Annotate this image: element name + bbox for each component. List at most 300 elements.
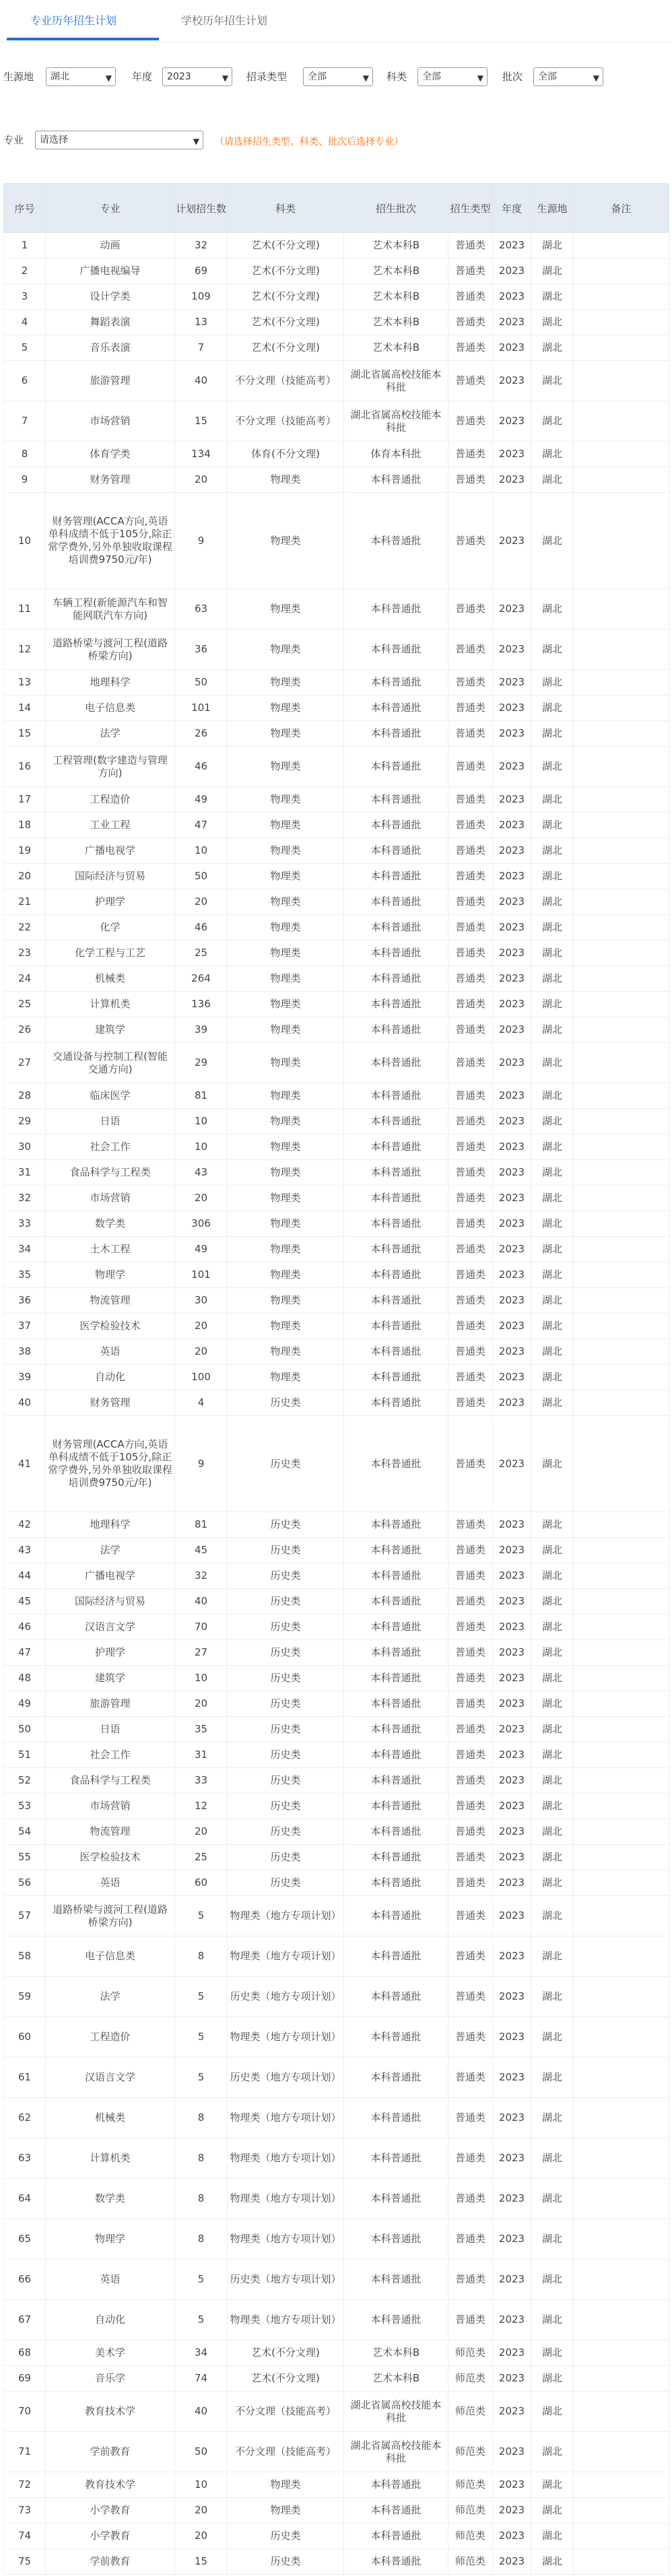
cell-major: 日语	[46, 1717, 175, 1742]
cell-plan-count: 20	[175, 1691, 228, 1717]
cell-type: 普通类	[448, 1870, 493, 1896]
tab-school-plan[interactable]: 学校历年招生计划	[181, 14, 268, 27]
subject-select[interactable]: 全部 ▼	[417, 67, 488, 86]
cell-source: 湖北	[531, 1083, 574, 1109]
cell-index: 25	[4, 992, 46, 1017]
cell-index: 22	[4, 915, 46, 941]
cell-plan-count: 15	[175, 2549, 228, 2575]
type-label: 招录类型	[246, 71, 288, 83]
cell-subject: 物理类	[228, 1109, 344, 1134]
cell-batch: 本科普通批	[344, 630, 448, 670]
cell-index: 9	[4, 467, 46, 493]
cell-type: 普通类	[448, 1666, 493, 1691]
table-row	[4, 1339, 669, 1365]
cell-subject: 历史类	[228, 1819, 344, 1845]
cell-plan-count: 63	[175, 589, 228, 630]
table-row	[4, 1083, 669, 1109]
cell-plan-count: 45	[175, 1538, 228, 1563]
chevron-down-icon: ▼	[593, 73, 599, 83]
cell-major: 护理学	[46, 1640, 175, 1666]
cell-remark	[574, 2549, 669, 2575]
cell-type: 普通类	[448, 1109, 493, 1134]
table-row	[4, 2179, 669, 2219]
cell-type: 普通类	[448, 1339, 493, 1365]
cell-source: 湖北	[531, 2300, 574, 2340]
cell-major: 小学教育	[46, 2523, 175, 2549]
cell-year: 2023	[493, 889, 531, 915]
cell-major: 交通设备与控制工程(智能交通方向)	[46, 1043, 175, 1083]
table-row	[4, 1742, 669, 1768]
header-type: 招生类型	[448, 184, 493, 233]
cell-index: 8	[4, 442, 46, 467]
table-row	[4, 1365, 669, 1390]
cell-remark	[574, 966, 669, 992]
tab-major-plan[interactable]: 专业历年招生计划	[30, 14, 117, 27]
cell-type: 普通类	[448, 1819, 493, 1845]
cell-index: 12	[4, 630, 46, 670]
cell-year: 2023	[493, 1017, 531, 1043]
table-row	[4, 493, 669, 589]
cell-type: 普通类	[448, 1314, 493, 1339]
cell-source: 湖北	[531, 1640, 574, 1666]
table-row	[4, 1017, 669, 1043]
cell-batch: 本科普通批	[344, 813, 448, 838]
cell-remark	[574, 1589, 669, 1615]
cell-major: 市场营销	[46, 1794, 175, 1819]
type-select[interactable]: 全部 ▼	[303, 67, 373, 86]
cell-source: 湖北	[531, 721, 574, 747]
cell-source: 湖北	[531, 992, 574, 1017]
cell-batch: 本科普通批	[344, 589, 448, 630]
cell-source: 湖北	[531, 2017, 574, 2058]
cell-type: 普通类	[448, 1845, 493, 1870]
cell-plan-count: 32	[175, 1563, 228, 1589]
cell-batch: 本科普通批	[344, 670, 448, 696]
cell-source: 湖北	[531, 813, 574, 838]
table-row	[4, 1717, 669, 1742]
cell-remark	[574, 670, 669, 696]
cell-source: 湖北	[531, 1160, 574, 1186]
cell-source: 湖北	[531, 589, 574, 630]
table-row	[4, 1160, 669, 1186]
cell-plan-count: 34	[175, 2340, 228, 2366]
cell-subject: 物理类	[228, 966, 344, 992]
cell-plan-count: 5	[175, 2260, 228, 2300]
cell-year: 2023	[493, 2300, 531, 2340]
cell-batch: 本科普通批	[344, 1717, 448, 1742]
cell-plan-count: 134	[175, 442, 228, 467]
table-header-row	[4, 184, 669, 233]
cell-subject: 物理类	[228, 838, 344, 864]
cell-plan-count: 27	[175, 1640, 228, 1666]
cell-subject: 物理类（地方专项计划）	[228, 2138, 344, 2179]
cell-type: 普通类	[448, 1563, 493, 1589]
cell-batch: 本科普通批	[344, 1512, 448, 1538]
cell-source: 湖北	[531, 1768, 574, 1794]
cell-major: 地理科学	[46, 670, 175, 696]
cell-type: 普通类	[448, 1717, 493, 1742]
cell-year: 2023	[493, 747, 531, 787]
cell-index: 72	[4, 2472, 46, 2498]
cell-subject: 历史类	[228, 1390, 344, 1416]
cell-source: 湖北	[531, 442, 574, 467]
cell-subject: 历史类	[228, 1768, 344, 1794]
cell-source: 湖北	[531, 335, 574, 361]
table-row	[4, 589, 669, 630]
cell-index: 31	[4, 1160, 46, 1186]
cell-remark	[574, 1134, 669, 1160]
cell-type: 普通类	[448, 361, 493, 401]
cell-subject: 历史类	[228, 1717, 344, 1742]
cell-subject: 物理类	[228, 813, 344, 838]
cell-year: 2023	[493, 442, 531, 467]
table-row	[4, 2366, 669, 2392]
cell-batch: 本科普通批	[344, 696, 448, 721]
cell-remark	[574, 721, 669, 747]
cell-major: 道路桥梁与渡河工程(道路桥梁方向)	[46, 630, 175, 670]
cell-year: 2023	[493, 1365, 531, 1390]
table-row	[4, 259, 669, 284]
cell-major: 教育技术学	[46, 2472, 175, 2498]
cell-index: 54	[4, 1819, 46, 1845]
table-row	[4, 915, 669, 941]
table-row	[4, 2017, 669, 2058]
cell-batch: 本科普通批	[344, 992, 448, 1017]
cell-major: 汉语言文学	[46, 2058, 175, 2098]
cell-plan-count: 10	[175, 2472, 228, 2498]
source-select[interactable]: 湖北 ▼	[46, 67, 116, 86]
cell-year: 2023	[493, 1390, 531, 1416]
cell-index: 38	[4, 1339, 46, 1365]
table-row	[4, 941, 669, 966]
table-row	[4, 670, 669, 696]
cell-index: 21	[4, 889, 46, 915]
cell-year: 2023	[493, 310, 531, 335]
cell-plan-count: 32	[175, 233, 228, 259]
cell-year: 2023	[493, 2366, 531, 2392]
table-row	[4, 2219, 669, 2260]
cell-batch: 艺术本科B	[344, 310, 448, 335]
cell-source: 湖北	[531, 1819, 574, 1845]
cell-source: 湖北	[531, 966, 574, 992]
cell-type: 普通类	[448, 1390, 493, 1416]
cell-year: 2023	[493, 493, 531, 589]
cell-year: 2023	[493, 992, 531, 1017]
year-select[interactable]: 2023 ▼	[162, 67, 232, 86]
cell-subject: 物理类	[228, 992, 344, 1017]
cell-index: 18	[4, 813, 46, 838]
cell-remark	[574, 1666, 669, 1691]
table-row	[4, 1262, 669, 1288]
cell-major: 音乐表演	[46, 335, 175, 361]
cell-major: 自动化	[46, 1365, 175, 1390]
cell-type: 普通类	[448, 670, 493, 696]
cell-source: 湖北	[531, 2498, 574, 2523]
cell-year: 2023	[493, 630, 531, 670]
cell-subject: 物理类	[228, 1211, 344, 1237]
cell-year: 2023	[493, 2549, 531, 2575]
cell-year: 2023	[493, 1691, 531, 1717]
cell-year: 2023	[493, 2340, 531, 2366]
table-row	[4, 1845, 669, 1870]
cell-remark	[574, 1262, 669, 1288]
cell-subject: 历史类	[228, 1870, 344, 1896]
cell-index: 69	[4, 2366, 46, 2392]
table-row	[4, 1288, 669, 1314]
cell-major: 市场营销	[46, 1186, 175, 1211]
cell-type: 普通类	[448, 1640, 493, 1666]
cell-major: 英语	[46, 2260, 175, 2300]
cell-year: 2023	[493, 838, 531, 864]
cell-type: 普通类	[448, 2098, 493, 2138]
cell-batch: 本科普通批	[344, 1211, 448, 1237]
cell-subject: 不分文理（技能高考）	[228, 401, 344, 442]
cell-type: 普通类	[448, 442, 493, 467]
cell-subject: 不分文理（技能高考）	[228, 2392, 344, 2432]
cell-source: 湖北	[531, 1896, 574, 1936]
table-row	[4, 1512, 669, 1538]
cell-year: 2023	[493, 1640, 531, 1666]
header-source: 生源地	[531, 184, 574, 233]
cell-subject: 物理类	[228, 1083, 344, 1109]
cell-year: 2023	[493, 2058, 531, 2098]
cell-index: 14	[4, 696, 46, 721]
cell-subject: 艺术(不分文理)	[228, 310, 344, 335]
cell-type: 普通类	[448, 1589, 493, 1615]
cell-major: 日语	[46, 1109, 175, 1134]
cell-index: 13	[4, 670, 46, 696]
cell-plan-count: 13	[175, 310, 228, 335]
cell-source: 湖北	[531, 2472, 574, 2498]
cell-batch: 本科普通批	[344, 1936, 448, 1977]
cell-year: 2023	[493, 1563, 531, 1589]
cell-batch: 本科普通批	[344, 1589, 448, 1615]
table-row	[4, 889, 669, 915]
cell-index: 59	[4, 1977, 46, 2017]
table-row	[4, 1314, 669, 1339]
cell-source: 湖北	[531, 1538, 574, 1563]
cell-source: 湖北	[531, 1845, 574, 1870]
cell-source: 湖北	[531, 1390, 574, 1416]
cell-plan-count: 20	[175, 1314, 228, 1339]
cell-type: 普通类	[448, 1288, 493, 1314]
cell-remark	[574, 2472, 669, 2498]
cell-major: 食品科学与工程类	[46, 1768, 175, 1794]
cell-remark	[574, 442, 669, 467]
cell-batch: 本科普通批	[344, 2549, 448, 2575]
cell-major: 法学	[46, 721, 175, 747]
cell-type: 师范类	[448, 2472, 493, 2498]
cell-remark	[574, 2340, 669, 2366]
header-year: 年度	[493, 184, 531, 233]
table-row	[4, 787, 669, 813]
cell-major: 物流管理	[46, 1819, 175, 1845]
cell-batch: 湖北省属高校技能本科批	[344, 401, 448, 442]
cell-subject: 物理类（地方专项计划）	[228, 1896, 344, 1936]
cell-type: 普通类	[448, 1043, 493, 1083]
cell-index: 57	[4, 1896, 46, 1936]
cell-subject: 历史类	[228, 1691, 344, 1717]
cell-batch: 艺术本科B	[344, 233, 448, 259]
cell-batch: 本科普通批	[344, 1390, 448, 1416]
cell-major: 护理学	[46, 889, 175, 915]
cell-subject: 艺术(不分文理)	[228, 259, 344, 284]
cell-plan-count: 109	[175, 284, 228, 310]
cell-major: 市场营销	[46, 401, 175, 442]
cell-source: 湖北	[531, 1563, 574, 1589]
cell-remark	[574, 1819, 669, 1845]
cell-year: 2023	[493, 1083, 531, 1109]
cell-index: 11	[4, 589, 46, 630]
cell-source: 湖北	[531, 1314, 574, 1339]
cell-source: 湖北	[531, 1794, 574, 1819]
cell-source: 湖北	[531, 1936, 574, 1977]
cell-plan-count: 81	[175, 1083, 228, 1109]
cell-batch: 本科普通批	[344, 915, 448, 941]
cell-major: 英语	[46, 1870, 175, 1896]
cell-index: 41	[4, 1416, 46, 1512]
table-row	[4, 1977, 669, 2017]
cell-source: 湖北	[531, 2549, 574, 2575]
cell-index: 62	[4, 2098, 46, 2138]
cell-type: 普通类	[448, 1211, 493, 1237]
cell-index: 10	[4, 493, 46, 589]
cell-remark	[574, 259, 669, 284]
cell-index: 73	[4, 2498, 46, 2523]
cell-remark	[574, 838, 669, 864]
cell-batch: 本科普通批	[344, 1538, 448, 1563]
table-row	[4, 2498, 669, 2523]
cell-plan-count: 49	[175, 787, 228, 813]
cell-major: 教育技术学	[46, 2392, 175, 2432]
cell-type: 师范类	[448, 2366, 493, 2392]
cell-remark	[574, 2260, 669, 2300]
cell-index: 60	[4, 2017, 46, 2058]
cell-subject: 物理类（地方专项计划）	[228, 2017, 344, 2058]
cell-subject: 物理类	[228, 1262, 344, 1288]
header-remark: 备注	[574, 184, 669, 233]
table-row	[4, 1211, 669, 1237]
cell-index: 64	[4, 2179, 46, 2219]
cell-type: 普通类	[448, 2138, 493, 2179]
cell-year: 2023	[493, 2498, 531, 2523]
cell-major: 国际经济与贸易	[46, 1589, 175, 1615]
cell-index: 28	[4, 1083, 46, 1109]
cell-year: 2023	[493, 1819, 531, 1845]
cell-major: 数学类	[46, 1211, 175, 1237]
cell-plan-count: 8	[175, 2179, 228, 2219]
cell-batch: 本科普通批	[344, 1691, 448, 1717]
cell-type: 普通类	[448, 1186, 493, 1211]
cell-index: 75	[4, 2549, 46, 2575]
cell-remark	[574, 1691, 669, 1717]
cell-type: 普通类	[448, 864, 493, 889]
cell-remark	[574, 915, 669, 941]
cell-subject: 物理类（地方专项计划）	[228, 2098, 344, 2138]
cell-batch: 本科普通批	[344, 1109, 448, 1134]
cell-plan-count: 40	[175, 1589, 228, 1615]
cell-plan-count: 49	[175, 1237, 228, 1262]
cell-remark	[574, 813, 669, 838]
cell-plan-count: 5	[175, 1977, 228, 2017]
cell-batch: 本科普通批	[344, 1896, 448, 1936]
cell-major: 音乐学	[46, 2366, 175, 2392]
cell-subject: 物理类	[228, 889, 344, 915]
cell-year: 2023	[493, 2098, 531, 2138]
cell-batch: 本科普通批	[344, 1615, 448, 1640]
cell-index: 40	[4, 1390, 46, 1416]
batch-select[interactable]: 全部 ▼	[533, 67, 603, 86]
cell-type: 普通类	[448, 589, 493, 630]
cell-major: 建筑学	[46, 1017, 175, 1043]
cell-year: 2023	[493, 1589, 531, 1615]
cell-batch: 本科普通批	[344, 838, 448, 864]
cell-index: 37	[4, 1314, 46, 1339]
cell-subject: 物理类	[228, 630, 344, 670]
cell-remark	[574, 889, 669, 915]
cell-batch: 本科普通批	[344, 941, 448, 966]
cell-remark	[574, 630, 669, 670]
cell-source: 湖北	[531, 2138, 574, 2179]
table-row	[4, 838, 669, 864]
cell-year: 2023	[493, 721, 531, 747]
cell-index: 53	[4, 1794, 46, 1819]
chevron-down-icon: ▼	[222, 73, 228, 83]
cell-remark	[574, 787, 669, 813]
cell-remark	[574, 284, 669, 310]
cell-source: 湖北	[531, 864, 574, 889]
table-row	[4, 1589, 669, 1615]
cell-source: 湖北	[531, 2260, 574, 2300]
cell-remark	[574, 1717, 669, 1742]
cell-subject: 历史类	[228, 1538, 344, 1563]
chevron-down-icon: ▼	[105, 73, 112, 83]
cell-year: 2023	[493, 787, 531, 813]
cell-remark	[574, 1339, 669, 1365]
cell-source: 湖北	[531, 696, 574, 721]
major-select[interactable]: 请选择 ▼	[35, 131, 203, 149]
cell-subject: 历史类	[228, 1589, 344, 1615]
cell-source: 湖北	[531, 2219, 574, 2260]
cell-source: 湖北	[531, 838, 574, 864]
cell-plan-count: 15	[175, 401, 228, 442]
cell-type: 普通类	[448, 2058, 493, 2098]
cell-index: 1	[4, 233, 46, 259]
enrollment-plan-table	[3, 183, 669, 2575]
cell-major: 英语	[46, 1339, 175, 1365]
cell-batch: 本科普通批	[344, 1845, 448, 1870]
cell-plan-count: 69	[175, 259, 228, 284]
cell-index: 29	[4, 1109, 46, 1134]
major-label: 专业	[3, 134, 24, 146]
cell-year: 2023	[493, 1742, 531, 1768]
cell-subject: 不分文理（技能高考）	[228, 361, 344, 401]
cell-type: 普通类	[448, 1416, 493, 1512]
table-row	[4, 1043, 669, 1083]
cell-year: 2023	[493, 2432, 531, 2472]
cell-batch: 本科普通批	[344, 966, 448, 992]
cell-source: 湖北	[531, 2098, 574, 2138]
cell-type: 普通类	[448, 401, 493, 442]
cell-remark	[574, 2366, 669, 2392]
cell-index: 49	[4, 1691, 46, 1717]
cell-subject: 物理类	[228, 1160, 344, 1186]
cell-remark	[574, 696, 669, 721]
cell-plan-count: 5	[175, 2300, 228, 2340]
cell-remark	[574, 941, 669, 966]
header-major: 专业	[46, 184, 175, 233]
cell-year: 2023	[493, 2179, 531, 2219]
